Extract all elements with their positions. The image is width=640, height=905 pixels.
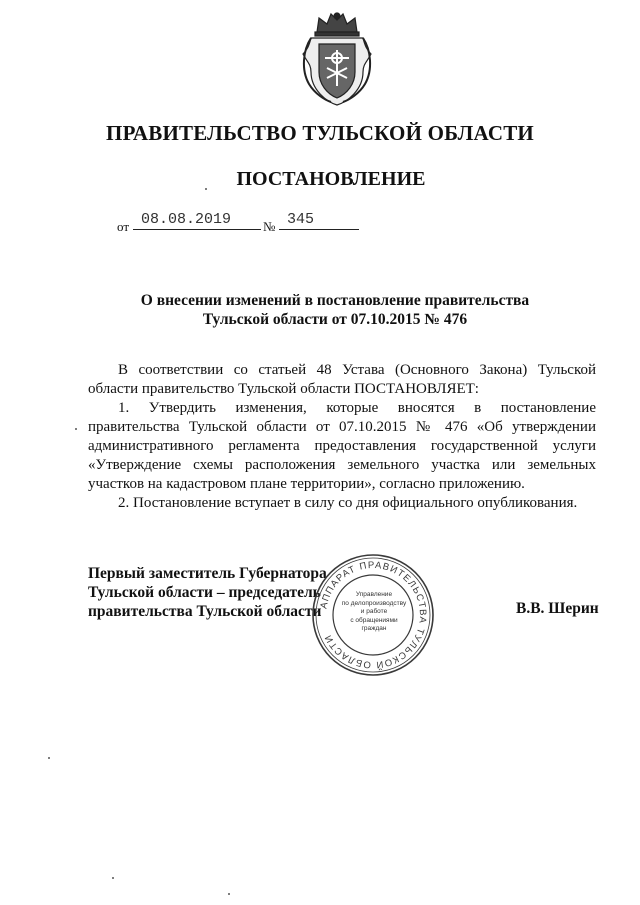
scan-speck: [228, 893, 230, 895]
scan-speck: [48, 757, 50, 759]
signer-position: [88, 564, 348, 621]
document-body: [88, 361, 596, 513]
stamp-line: по делопроизводству: [341, 599, 407, 607]
number-label: №: [263, 219, 276, 234]
scan-speck: [75, 428, 77, 430]
scan-speck: [205, 188, 207, 190]
body-paragraph: 2. Постановление вступает в силу со дня официального опубликования.: [118, 495, 578, 511]
stamp-line: Управление: [355, 591, 393, 598]
stamp-line: и работе: [360, 608, 388, 616]
body-paragraph: 1. Утвердить изменения, которые вносятся в постановление правительства Тульской области от 07.10.2015 № 476 «Об утверждении административного регламента предоставления государственной услуги «Утверждение схемы расположения земельного участка или земельных участков на кадастровом плане территории», согласно приложению.: [88, 400, 596, 492]
body-paragraph: В соответствии со статьей 48 Устава (Основного Закона) Тульской области правительство Тульской области ПОСТАНОВЛЯЕТ:: [88, 362, 596, 397]
stamp-center-text: [335, 591, 413, 634]
stamp-line: с обращениями: [350, 616, 398, 624]
signer-line: Первый заместитель Губернатора: [88, 565, 327, 582]
subject-line: О внесении изменений в постановление правительства: [140, 292, 530, 309]
coat-of-arms-icon: [297, 10, 377, 108]
date-label: от: [117, 219, 130, 234]
government-title: ПРАВИТЕЛЬСТВО ТУЛЬСКОЙ ОБЛАСТИ: [106, 121, 534, 145]
document-subject: [100, 291, 570, 329]
scan-speck: [112, 877, 114, 879]
signer-name: В.В. Шерин: [516, 600, 599, 617]
signer-line: Тульской области – председатель: [88, 584, 321, 601]
stamp-ring-text: АППАРАТ ПРАВИТЕЛЬСТВА ТУЛЬСКОЙ ОБЛАСТИ: [318, 559, 429, 671]
document-type: ПОСТАНОВЛЕНИЕ: [236, 168, 426, 190]
number-field: 345: [279, 211, 359, 230]
signer-line: правительства Тульской области: [88, 603, 322, 620]
stamp-line: граждан: [361, 625, 387, 633]
subject-line: Тульской области от 07.10.2015 № 476: [202, 311, 468, 328]
date-field: 08.08.2019: [133, 211, 261, 230]
